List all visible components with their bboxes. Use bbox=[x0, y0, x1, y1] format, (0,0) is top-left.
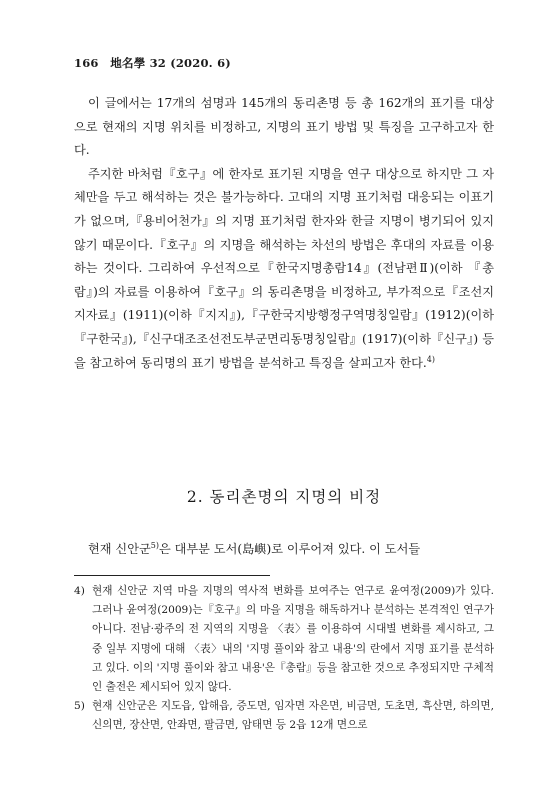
body-text bbox=[74, 92, 494, 375]
section-body bbox=[74, 538, 494, 562]
footnote-number: 4) bbox=[74, 585, 85, 597]
footnote-ref-4[interactable]: 4) bbox=[426, 354, 435, 364]
footnote-text: 현재 신안군은 지도읍, 압해읍, 증도면, 임자면 자은면, 비금면, 도초면, 흑산면, 하의면, 신의면, 장산면, 안좌면, 팔금면, 암태면 등 2읍 12개 면으로 bbox=[92, 700, 494, 732]
running-header: 166 地名學 32 (2020. 6) bbox=[74, 56, 231, 70]
footnote-5 bbox=[74, 697, 494, 735]
footnotes bbox=[74, 582, 494, 736]
paragraph-method-text: 주지한 바처럼『호구』에 한자로 표기된 지명을 연구 대상으로 하지만 그 자체만을 두고 해석하는 것은 불가능하다. 고대의 지명 표기처럼 대응되는 이표기가 없으며,『용비어천가』의 지명 표기처럼 한자와 한글 지명이 병기되어 있지 않기 때문이다.『호구』의 지명을 해석하는 차선의 방법은 후대의 자료를 이용하는 것이다. 그리하여 우선적으로『한국지명총람14』(전남편Ⅱ)(이하 『총람』)의 자료를 이용하여『호구』의 동리촌명을 비정하고, 부가적으로『조선지지자료』(1911)(이하『지지』),『구한국지방행정구역명칭일람』(1912)(이하『구한국』),『신구대조조선전도부군면리동명칭일람』(1917)(이하『신구』) 등을 참고하여 동리명의 표기 방법을 분석하고 특징을 살피고자 한다. bbox=[74, 166, 494, 370]
footnote-divider bbox=[74, 575, 270, 576]
footnote-text: 현재 신안군 지역 마을 지명의 역사적 변화를 보여주는 연구로 윤여정(2009)가 있다. 그러나 윤여정(2009)는『호구』의 마을 지명을 해독하거나 분석하는 본격적인 연구가 아니다. 전남·광주의 전 지역의 지명을 〈表〉를 이용하여 시대별 변화를 제시하고, 그 중 일부 지명에 대해 〈表〉내의 '지명 풀이와 참고 내용'의 란에서 지명 표기를 분석하고 있다. 이의 '지명 풀이와 참고 내용'은『총람』등을 참고한 것으로 추정되지만 구체적인 출전은 제시되어 있지 않다. bbox=[92, 585, 494, 694]
footnote-number: 5) bbox=[74, 700, 85, 713]
section-title: 2. 동리촌명의 지명의 비정 bbox=[186, 488, 382, 506]
section-para-b: 은 대부분 도서(島嶼)로 이루어져 있다. 이 도서들 bbox=[158, 542, 421, 556]
section-para-a: 현재 신안군 bbox=[88, 542, 151, 556]
footnote-ref-5[interactable]: 5) bbox=[150, 540, 159, 550]
footnote-4 bbox=[74, 582, 494, 697]
paragraph-section-start bbox=[74, 538, 494, 562]
paragraph-method bbox=[74, 163, 494, 375]
paragraph-intro: 이 글에서는 17개의 섬명과 145개의 동리촌명 등 총 162개의 표기를 대상으로 현재의 지명 위치를 비정하고, 지명의 표기 방법 및 특징을 고구하고자 한다. bbox=[74, 96, 494, 158]
